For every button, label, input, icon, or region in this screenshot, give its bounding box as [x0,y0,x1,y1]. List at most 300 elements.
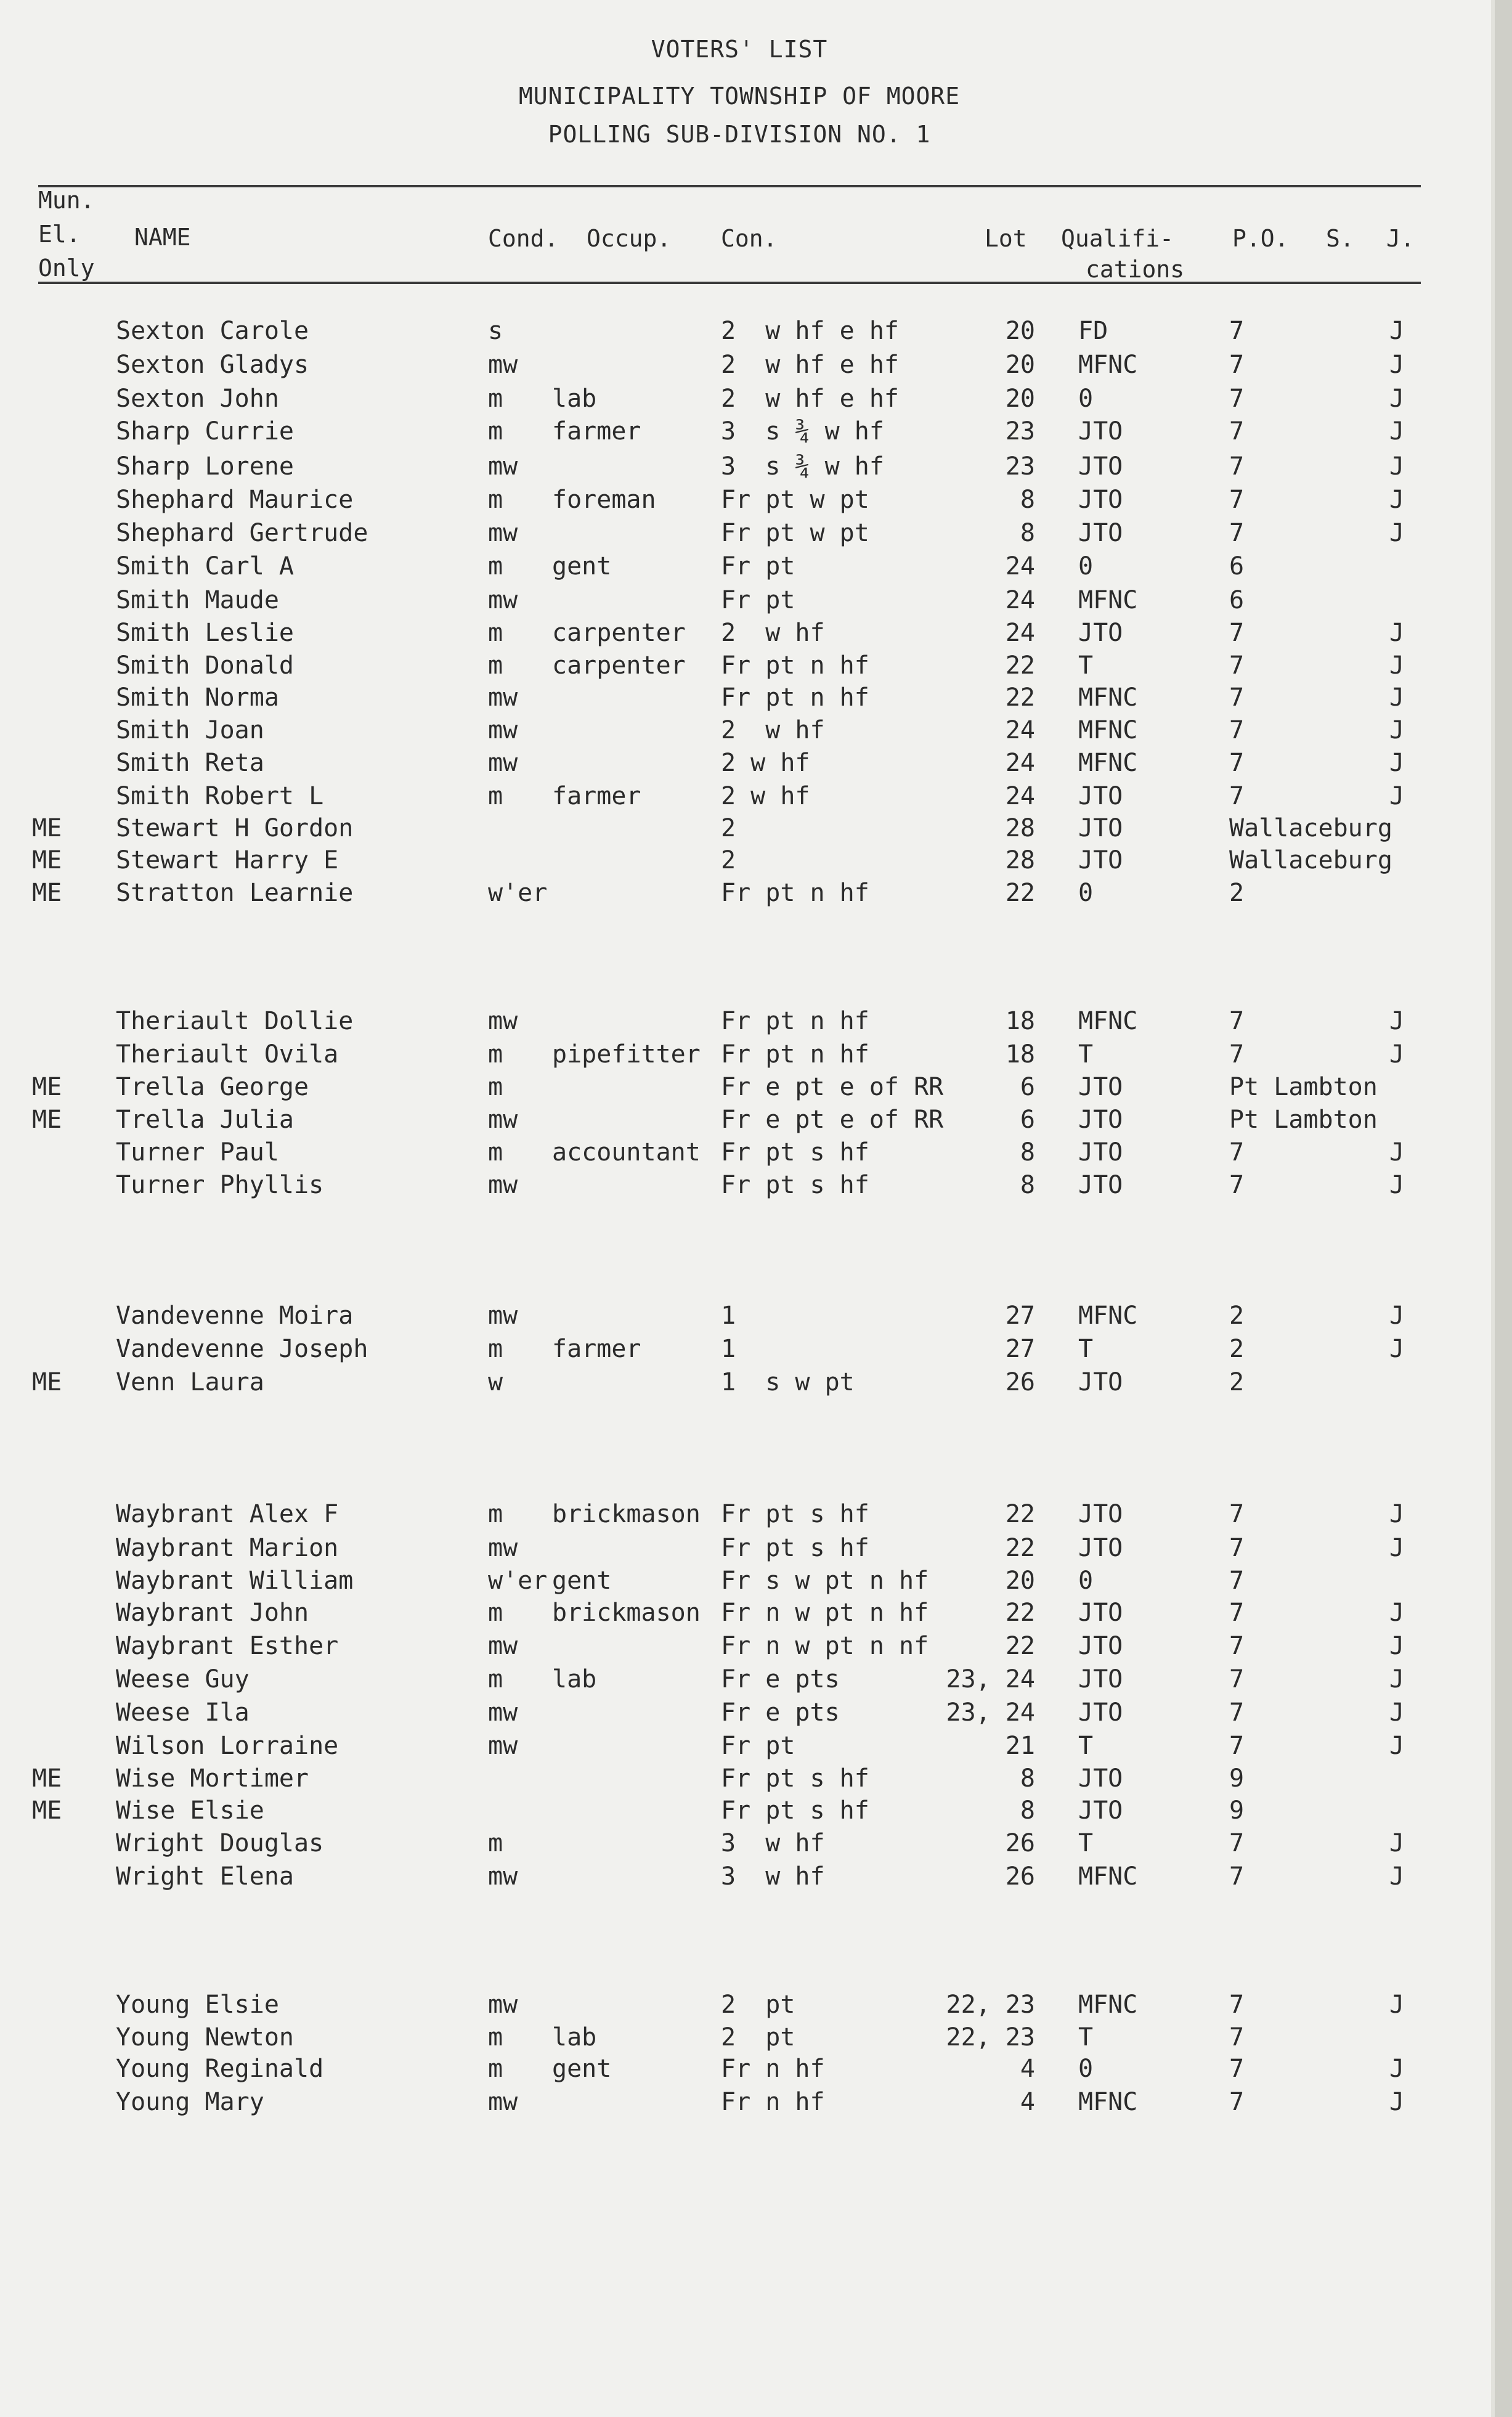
voter-juror: J [1389,1040,1405,1069]
voter-condition: m [488,417,503,446]
voter-post-office: 7 [1229,1665,1245,1694]
voter-concession: Fr e pts [721,1665,840,1694]
voter-post-office: 7 [1229,452,1245,481]
voter-post-office: 7 [1229,486,1245,514]
voter-juror: J [1389,1698,1405,1727]
voter-condition: mw [488,1991,518,2019]
voter-post-office: 9 [1229,1796,1245,1825]
voter-lot: 20 [1005,351,1035,379]
voter-post-office: 7 [1229,1632,1245,1660]
voter-juror: J [1389,1534,1405,1562]
voter-qualification: 0 [1078,879,1094,907]
municipality-heading: MUNICIPALITY TOWNSHIP OF MOORE [518,83,961,110]
voter-row [0,1168,1479,1202]
voter-qualification: JTO [1078,1171,1123,1199]
voter-qualification: MFNC [1078,1991,1138,2019]
col-mun-line2: El. [38,221,81,248]
voter-concession: 3 w hf [721,1829,825,1857]
voter-name: Smith Donald [116,651,294,680]
voter-condition: mw [488,452,518,481]
voter-juror: J [1389,782,1405,810]
voter-row [0,450,1479,483]
mun-elector-flag: ME [32,846,62,874]
voter-post-office: 7 [1229,749,1245,777]
voter-juror: J [1389,519,1405,547]
voter-post-office: 7 [1229,2088,1245,2116]
voter-name: Young Mary [116,2088,264,2116]
voter-qualification: JTO [1078,1632,1123,1660]
voter-post-office: 2 [1229,1368,1245,1396]
voter-row [0,681,1479,714]
voter-concession: 2 w hf e hf [721,385,899,413]
voter-qualification: FD [1078,317,1108,345]
voter-row [0,616,1479,650]
voter-concession: 2 w hf e hf [721,317,899,345]
voter-condition: mw [488,1862,518,1891]
voter-concession: Fr pt n hf [721,683,869,712]
voter-juror: J [1389,317,1405,345]
voter-qualification: JTO [1078,1796,1123,1825]
voter-condition: m [488,619,503,647]
voter-post-office: 7 [1229,1698,1245,1727]
voter-row [0,2085,1479,2119]
voter-qualification: T [1078,651,1094,680]
col-cond: Cond. [488,225,559,252]
voter-concession: Fr n w pt n hf [721,1599,929,1627]
voter-name: Sexton Carole [116,317,309,345]
voter-juror: J [1389,1632,1405,1660]
voter-row [0,1794,1479,1827]
voter-condition: w'er [488,879,548,907]
voter-row [0,1827,1479,1860]
voter-post-office: 7 [1229,1991,1245,2019]
voter-condition: m [488,1500,503,1528]
voter-row [0,1005,1479,1038]
voter-post-office: 2 [1229,1335,1245,1363]
voter-row [0,1332,1479,1366]
voter-name: Turner Paul [116,1138,279,1167]
voter-post-office: 7 [1229,1171,1245,1199]
voter-concession: 3 s ¾ w hf [721,417,884,446]
voter-row [0,844,1479,877]
voter-qualification: T [1078,1829,1094,1857]
voter-occupation: lab [552,2023,597,2052]
voter-concession: 3 w hf [721,1862,825,1891]
voter-name: Stratton Learnie [116,879,354,907]
voter-lot: 21 [1005,1732,1035,1760]
voter-row [0,1564,1479,1597]
voter-qualification: JTO [1078,486,1123,514]
voter-condition: m [488,2055,503,2083]
voter-juror: J [1389,486,1405,514]
voter-concession: Fr pt s hf [721,1534,869,1562]
voter-row [0,649,1479,682]
voter-post-office: 6 [1229,586,1245,614]
voter-name: Waybrant Alex F [116,1500,339,1528]
voter-concession: Fr n hf [721,2088,825,2116]
voter-concession: Fr pt s hf [721,1764,869,1793]
voter-name: Smith Carl A [116,552,294,581]
voter-occupation: farmer [552,417,641,446]
voter-condition: m [488,651,503,680]
voter-condition: mw [488,1302,518,1330]
voter-lot: 4 [1020,2088,1035,2116]
voter-occupation: lab [552,1665,597,1694]
voter-condition: m [488,552,503,581]
voter-post-office: 7 [1229,385,1245,413]
voter-concession: Fr pt w pt [721,486,869,514]
voter-lot: 8 [1020,486,1035,514]
voter-condition: mw [488,749,518,777]
voter-row [0,550,1479,583]
voter-qualification: JTO [1078,782,1123,810]
voter-row [0,1696,1479,1729]
voter-qualification: JTO [1078,1534,1123,1562]
voter-condition: mw [488,351,518,379]
voter-lot: 20 [1005,1567,1035,1595]
voter-name: Smith Joan [116,716,264,744]
voter-name: Waybrant Esther [116,1632,339,1660]
voter-concession: 1 [721,1335,736,1363]
col-j: J. [1386,225,1415,252]
voter-condition: mw [488,1698,518,1727]
voter-row [0,1988,1479,2021]
voter-lot: 24 [1005,586,1035,614]
voter-name: Venn Laura [116,1368,264,1396]
voter-post-office: 2 [1229,879,1245,907]
voter-name: Waybrant John [116,1599,309,1627]
voter-name: Vandevenne Joseph [116,1335,368,1363]
voter-qualification: MFNC [1078,749,1138,777]
voter-concession: Fr pt s hf [721,1138,869,1167]
voter-lot: 23, 24 [946,1665,1035,1694]
voter-condition: m [488,486,503,514]
voter-row [0,780,1479,813]
voter-occupation: gent [552,2055,612,2083]
voter-qualification: MFNC [1078,2088,1138,2116]
voter-occupation: accountant [552,1138,701,1167]
voter-name: Young Newton [116,2023,294,2052]
voter-concession: Fr n w pt n nf [721,1632,929,1660]
voter-juror: J [1389,1665,1405,1694]
voter-lot: 6 [1020,1106,1035,1134]
col-qual-line1: Qualifi- [1061,225,1174,252]
voter-qualification: JTO [1078,814,1123,842]
voter-post-office: 7 [1229,317,1245,345]
voter-row [0,314,1479,348]
voter-name: Wright Douglas [116,1829,324,1857]
voter-lot: 28 [1005,814,1035,842]
voter-qualification: 0 [1078,2055,1094,2083]
voter-lot: 26 [1005,1862,1035,1891]
voter-qualification: JTO [1078,1073,1123,1101]
voter-condition: mw [488,1534,518,1562]
voter-condition: m [488,2023,503,2052]
voter-name: Wise Mortimer [116,1764,309,1793]
voter-concession: Fr pt s hf [721,1796,869,1825]
voter-juror: J [1389,1732,1405,1760]
voter-name: Smith Leslie [116,619,294,647]
col-lot: Lot [985,225,1027,252]
voter-qualification: JTO [1078,1368,1123,1396]
mun-elector-flag: ME [32,1764,62,1793]
voter-condition: mw [488,1007,518,1035]
voter-qualification: MFNC [1078,1302,1138,1330]
voter-post-office: 7 [1229,683,1245,712]
voter-post-office: 7 [1229,1732,1245,1760]
voter-juror: J [1389,2088,1405,2116]
col-mun-line1: Mun. [38,187,95,214]
voter-concession: Fr pt s hf [721,1171,869,1199]
voter-condition: mw [488,716,518,744]
mun-elector-flag: ME [32,1368,62,1396]
voter-qualification: 0 [1078,552,1094,581]
voter-row [0,1729,1479,1763]
voter-row [0,746,1479,780]
voter-name: Shephard Maurice [116,486,354,514]
voter-lot: 8 [1020,519,1035,547]
voter-juror: J [1389,351,1405,379]
voter-condition: mw [488,519,518,547]
voter-concession: 1 s w pt [721,1368,855,1396]
voter-lot: 8 [1020,1171,1035,1199]
page-edge-shadow [1491,0,1495,2417]
voter-occupation: carpenter [552,651,686,680]
voter-row [0,2052,1479,2085]
voter-qualification: JTO [1078,1698,1123,1727]
voter-condition: mw [488,2088,518,2116]
voter-juror: J [1389,417,1405,446]
voter-qualification: JTO [1078,1665,1123,1694]
voter-row [0,382,1479,415]
voter-name: Waybrant Marion [116,1534,339,1562]
voter-concession: 3 s ¾ w hf [721,452,884,481]
col-occup: Occup. [587,225,672,252]
voter-post-office: 7 [1229,1138,1245,1167]
col-s: S. [1326,225,1354,252]
voter-name: Sharp Currie [116,417,294,446]
voter-qualification: JTO [1078,1138,1123,1167]
voter-juror: J [1389,1862,1405,1891]
voter-post-office: 2 [1229,1302,1245,1330]
voter-occupation: farmer [552,782,641,810]
voter-juror: J [1389,2055,1405,2083]
voter-condition: mw [488,1732,518,1760]
voter-post-office: 7 [1229,1500,1245,1528]
voter-condition: m [488,1040,503,1069]
voter-concession: 2 w hf [721,749,810,777]
voter-row [0,2021,1479,2054]
col-name: NAME [134,224,191,251]
voter-qualification: T [1078,1732,1094,1760]
voter-occupation: gent [552,552,612,581]
voter-post-office: 7 [1229,1829,1245,1857]
voter-name: Smith Maude [116,586,279,614]
voter-concession: Fr s w pt n hf [721,1567,929,1595]
voter-name: Trella Julia [116,1106,294,1134]
voter-name: Sexton Gladys [116,351,309,379]
voter-qualification: MFNC [1078,351,1138,379]
voter-concession: 2 w hf [721,782,810,810]
voter-qualification: JTO [1078,519,1123,547]
voter-row [0,876,1479,910]
voter-juror: J [1389,651,1405,680]
voter-name: Waybrant William [116,1567,354,1595]
voter-concession: Fr pt n hf [721,1040,869,1069]
voter-lot: 22 [1005,651,1035,680]
voter-juror: J [1389,1007,1405,1035]
mun-elector-flag: ME [32,1073,62,1101]
voter-row [0,1596,1479,1629]
voter-lot: 20 [1005,317,1035,345]
voter-name: Wilson Lorraine [116,1732,339,1760]
voter-post-office: 7 [1229,519,1245,547]
voter-lot: 27 [1005,1335,1035,1363]
col-con: Con. [721,225,778,252]
voter-post-office: 7 [1229,2055,1245,2083]
voter-row [0,1629,1479,1663]
voter-qualification: T [1078,2023,1094,2052]
voter-qualification: T [1078,1335,1094,1363]
voter-lot: 22 [1005,1500,1035,1528]
voter-concession: Fr e pt e of RR [721,1106,944,1134]
voter-post-office: 7 [1229,651,1245,680]
voter-juror: J [1389,716,1405,744]
voter-row [0,1136,1479,1169]
voter-post-office: Pt Lambton [1229,1106,1378,1134]
voter-lot: 27 [1005,1302,1035,1330]
voter-qualification: MFNC [1078,1007,1138,1035]
voter-occupation: carpenter [552,619,686,647]
voter-condition: m [488,1665,503,1694]
voter-qualification: MFNC [1078,1862,1138,1891]
voter-name: Wright Elena [116,1862,294,1891]
voter-occupation: lab [552,385,597,413]
col-qual-line2: cations [1086,256,1185,283]
voter-occupation: brickmason [552,1500,701,1528]
voter-concession: 2 pt [721,2023,795,2052]
voter-condition: m [488,1599,503,1627]
voter-post-office: 6 [1229,552,1245,581]
voter-row [0,812,1479,845]
voter-row [0,584,1479,617]
voter-row [0,1299,1479,1332]
voter-row [0,1103,1479,1136]
voter-name: Smith Norma [116,683,279,712]
voter-condition: m [488,1138,503,1167]
voter-post-office: 7 [1229,1567,1245,1595]
voter-lot: 4 [1020,2055,1035,2083]
voter-concession: 2 [721,846,736,874]
voter-name: Wise Elsie [116,1796,264,1825]
voter-name: Stewart H Gordon [116,814,354,842]
voter-post-office: 7 [1229,1007,1245,1035]
voter-name: Stewart Harry E [116,846,339,874]
voter-qualification: JTO [1078,452,1123,481]
voter-condition: mw [488,1632,518,1660]
voter-post-office: 7 [1229,2023,1245,2052]
voter-lot: 22 [1005,683,1035,712]
voter-lot: 24 [1005,552,1035,581]
voter-condition: m [488,385,503,413]
voter-condition: m [488,1829,503,1857]
voter-concession: Fr pt n hf [721,879,869,907]
voter-qualification: 0 [1078,1567,1094,1595]
voter-post-office: 7 [1229,1534,1245,1562]
col-po: P.O. [1232,225,1289,252]
voter-post-office: 7 [1229,417,1245,446]
voter-concession: Fr pt n hf [721,1007,869,1035]
voter-condition: mw [488,683,518,712]
voter-concession: Fr pt [721,1732,795,1760]
voter-qualification: MFNC [1078,683,1138,712]
voter-post-office: 7 [1229,782,1245,810]
voter-row [0,1070,1479,1104]
voter-row [0,415,1479,448]
voter-name: Sharp Lorene [116,452,294,481]
voter-name: Theriault Ovila [116,1040,339,1069]
voter-name: Theriault Dollie [116,1007,354,1035]
voter-juror: J [1389,1335,1405,1363]
voter-qualification: MFNC [1078,716,1138,744]
voter-name: Weese Guy [116,1665,250,1694]
voter-name: Weese Ila [116,1698,250,1727]
polling-subdivision-heading: POLLING SUB-DIVISION NO. 1 [548,121,931,148]
mun-elector-flag: ME [32,1106,62,1134]
voter-name: Young Reginald [116,2055,324,2083]
voter-lot: 23 [1005,417,1035,446]
voter-lot: 22, 23 [946,1991,1035,2019]
voter-concession: Fr e pts [721,1698,840,1727]
voter-qualification: JTO [1078,1764,1123,1793]
voter-lot: 18 [1005,1007,1035,1035]
voter-qualification: T [1078,1040,1094,1069]
voter-lot: 28 [1005,846,1035,874]
voter-post-office: 9 [1229,1764,1245,1793]
voter-juror: J [1389,1599,1405,1627]
voter-concession: Fr e pt e of RR [721,1073,944,1101]
voter-concession: 2 w hf e hf [721,351,899,379]
voter-name: Trella George [116,1073,309,1101]
voter-juror: J [1389,385,1405,413]
mun-elector-flag: ME [32,879,62,907]
voter-concession: Fr pt s hf [721,1500,869,1528]
voter-juror: J [1389,1171,1405,1199]
voter-concession: 2 w hf [721,716,825,744]
voter-name: Turner Phyllis [116,1171,324,1199]
voter-lot: 22 [1005,1599,1035,1627]
voter-post-office: Wallaceburg [1229,814,1392,842]
voter-condition: m [488,1073,503,1101]
voter-post-office: 7 [1229,1862,1245,1891]
voter-lot: 26 [1005,1829,1035,1857]
voter-juror: J [1389,452,1405,481]
voter-post-office: 7 [1229,1040,1245,1069]
voter-post-office: 7 [1229,351,1245,379]
voter-condition: mw [488,1171,518,1199]
voter-concession: Fr pt [721,552,795,581]
voter-post-office: 7 [1229,716,1245,744]
voter-qualification: JTO [1078,417,1123,446]
voter-row [0,516,1479,550]
voter-row [0,1762,1479,1795]
voter-lot: 26 [1005,1368,1035,1396]
voter-lot: 22, 23 [946,2023,1035,2052]
voter-name: Vandevenne Moira [116,1302,354,1330]
voter-concession: 2 [721,814,736,842]
voter-row [0,1038,1479,1071]
voter-qualification: JTO [1078,1599,1123,1627]
